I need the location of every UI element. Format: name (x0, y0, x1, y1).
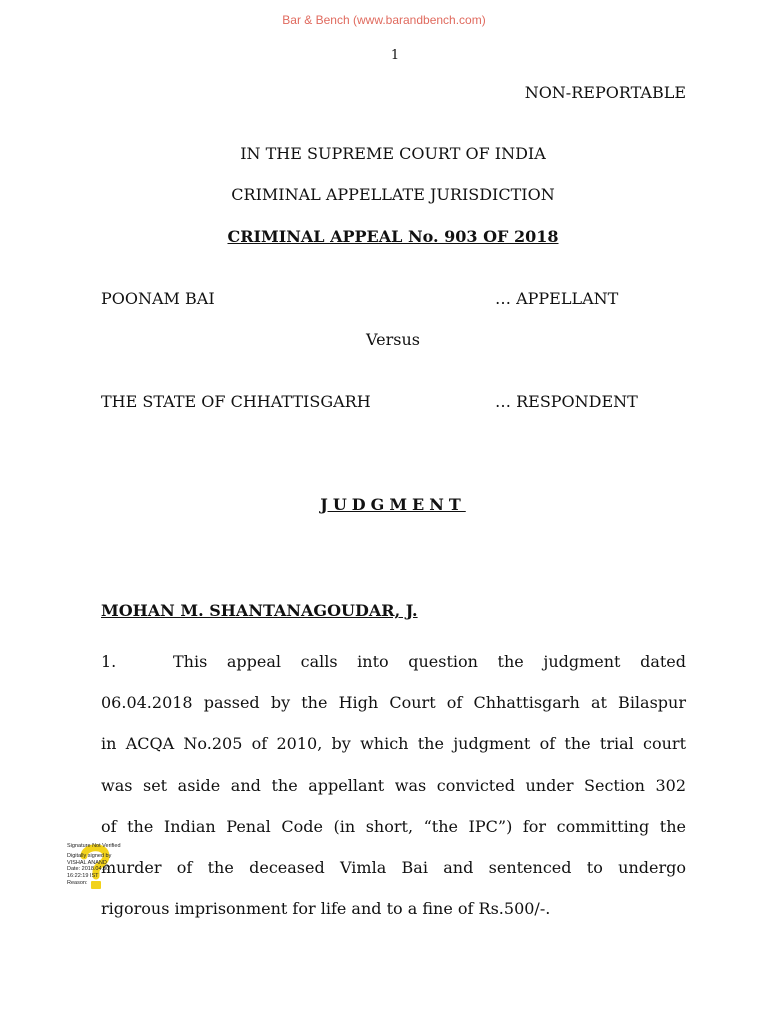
case-title: CRIMINAL APPEAL No. 903 OF 2018 (227, 227, 559, 246)
paragraph-line: was set aside and the appellant was convicted under Section 302 (101, 775, 686, 795)
signature-line: Digitally signed by (67, 852, 112, 859)
paragraph-line: 1. This appeal calls into question the judgment dated (101, 641, 686, 682)
page-number: 1 (390, 48, 400, 63)
judgment-heading: JUDGMENT (320, 495, 466, 514)
watermark-text: Bar & Bench (www.barandbench.com) (282, 13, 486, 27)
appellant-role: … APPELLANT (495, 289, 619, 308)
signature-line: Reason: (67, 879, 88, 886)
reportable-status: NON-REPORTABLE (524, 83, 686, 102)
paragraph-line: of the Indian Penal Code (in short, “the IPC”) for committing the (101, 816, 686, 836)
court-name: IN THE SUPREME COURT OF INDIA (240, 144, 546, 163)
respondent-role: … RESPONDENT (495, 392, 638, 411)
paragraph-line: in ACQA No.205 of 2010, by which the judgment of the trial court (101, 734, 686, 754)
signature-line: Signature Not Verified (67, 843, 121, 849)
judge-name: MOHAN M. SHANTANAGOUDAR, J. (101, 601, 418, 620)
signature-line: 16:22:19 IST (67, 873, 99, 880)
jurisdiction: CRIMINAL APPELLATE JURISDICTION (231, 185, 555, 204)
signature-line: Date: 2018.04.30 (67, 866, 110, 873)
signature-line: VISHAL ANAND (67, 859, 107, 866)
appellant-name: POONAM BAI (101, 289, 215, 308)
paragraph-line: murder of the deceased Vimla Bai and sentenced to undergo (101, 857, 686, 877)
paragraph-number: 1. (101, 652, 117, 671)
respondent-name: THE STATE OF CHHATTISGARH (101, 392, 371, 411)
paragraph-line: 06.04.2018 passed by the High Court of Chhattisgarh at Bilaspur (101, 693, 686, 713)
digital-signature-block (67, 843, 137, 887)
paragraph-line: rigorous imprisonment for life and to a fine of Rs.500/-. (101, 899, 551, 919)
versus-label: Versus (366, 330, 420, 349)
paragraph-1 (101, 641, 686, 929)
